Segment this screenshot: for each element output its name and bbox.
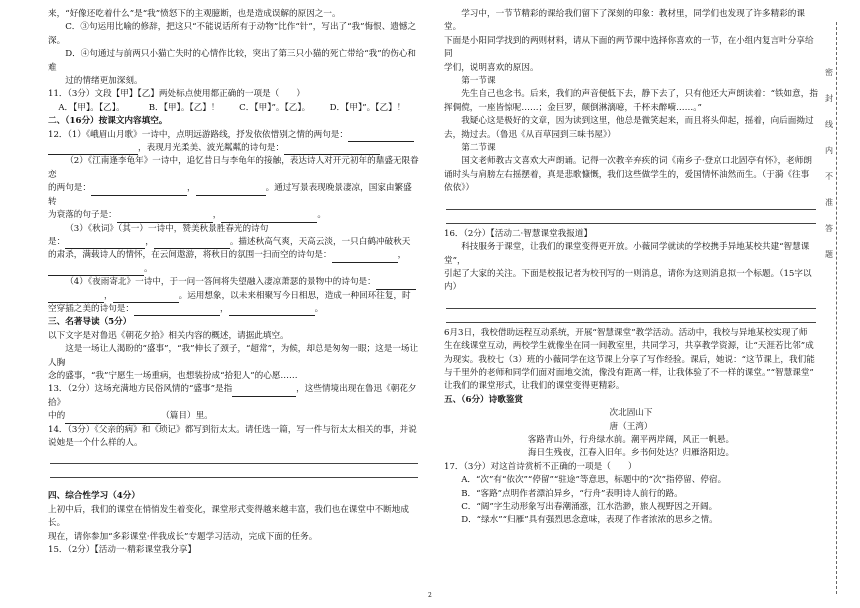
question-text: （篇目）里。 xyxy=(161,411,213,422)
seal-text: 密封线内不准答题 xyxy=(825,68,833,259)
news-text: 为现实。我校七（3）班的小薇同学在这节课上分享了写作经验。课后，她说：“这节课上，我们能 xyxy=(444,354,815,365)
reading-text: 念的盛事，“我”宁愿生一场重病，也想装扮成“拾犯人”的心愿…… xyxy=(48,370,298,381)
text-line: 学们，说明喜欢的原因。 xyxy=(444,62,539,73)
reading-text: 诵时头与肩膀左右摇摆着，真是悲歌慷慨，我们这些做学生的，爱国情怀油然而生。（于漪《往事 xyxy=(444,169,810,180)
reading-text: 依依》） xyxy=(444,183,475,194)
question-text: 。运用想象，以未来相聚写今日相思，造成一种回环往复，时 xyxy=(178,290,411,301)
reading-text: 这是一场让人渴盼的“盛事”，“我”伸长了颈子，“超常”，为候，却总是匆匆一眼；这是一场让人胸 xyxy=(48,344,419,368)
answer-blank[interactable] xyxy=(65,413,161,424)
question-text: 内） xyxy=(444,282,462,293)
question-12-3-cont: 的肃杀，满载诗人的情怀，在云间遨游，将秋日的氛围一扫而空的诗句是： ， xyxy=(48,249,420,262)
reading-text: 先生自己也念书。后来，我们的声音便低下去，静下去了，只有他还大声朗读着：“铁如意，指 xyxy=(461,89,818,100)
question-15: 15．（2分）【活动一·精彩课堂我分享】 xyxy=(48,545,197,556)
poem-line: 海日生残夜，江春入旧年。乡书何处达？归雁洛阳边。 xyxy=(527,448,735,459)
text-line: 学习中，一节节精彩的课给我们留下了深刻的印象：教材里，同学们也发现了许多精彩的课堂。 xyxy=(444,9,805,33)
option-a: A．【甲】。【乙】。 xyxy=(58,102,125,113)
reading-text: 挥倜傥，一座皆惊呢……；金巨罗，颠倒淋漓噫，千杯未醉嗬……。” xyxy=(444,102,702,113)
question-11-options xyxy=(48,102,420,115)
question-13 xyxy=(48,383,420,410)
section-intro: 现在，请你参加“多彩课堂·伴我成长”专题学习活动，完成下面的任务。 xyxy=(48,531,318,542)
answer-blank[interactable] xyxy=(48,292,104,303)
question-text: 中的 xyxy=(48,411,66,422)
question-text: 。通过写景表现晚景凄凉，国家由繁盛转 xyxy=(48,183,412,207)
page-number: 2 xyxy=(428,592,432,599)
option-d: D．④句通过与前两只小猫亡失时的心情作比较，突出了第三只小猫的死亡带给“我”的伤心和难 xyxy=(48,49,417,73)
right-column xyxy=(444,8,818,528)
text-line: 过的情绪更加深刻。 xyxy=(65,76,143,87)
answer-blank[interactable] xyxy=(113,292,179,303)
section-heading: 五、（6分）诗歌鉴赏 xyxy=(444,394,524,405)
poem-author: 唐（王湾） xyxy=(609,421,653,432)
text-line: 下面是小阳同学找到的两则材料，请从下面的两节课中选择你喜欢的一节，在小组内复言叶分享给同 xyxy=(444,35,814,60)
question-12-4 xyxy=(48,276,420,289)
answer-blank[interactable] xyxy=(48,265,144,276)
reading-text: 去，拗过去。（鲁迅《从百草园到三味书屋》） xyxy=(444,129,616,140)
question-13-cont xyxy=(48,410,420,423)
question-12-1-cont xyxy=(48,142,420,155)
answer-blank[interactable] xyxy=(91,185,187,196)
answer-blank[interactable] xyxy=(65,238,145,249)
option-c: C．③句运用比喻的修辞，把这只“不能说话所有于动物”比作“针”，写出了“我”悔恨、遗憾之深。 xyxy=(48,22,417,46)
question-14-cont: 说她是一个什么样的人。 xyxy=(48,438,143,448)
answer-line[interactable] xyxy=(446,210,816,224)
question-text: 12．（1）《峨眉山月歌》一诗中，点明远游路线，抒发依依惜别之情的两句是： xyxy=(48,129,348,140)
question-text: 为衰落的句子是： xyxy=(48,210,117,221)
question-12-2-cont: 为衰落的句子是： ， 。 xyxy=(48,209,420,222)
option-b: B．“客路”点明作者漂泊异乡，“行舟”表明诗人前行的路。 xyxy=(461,488,683,499)
section-heading: 二、（16分）按课文内容填空。 xyxy=(48,116,168,127)
answer-line[interactable] xyxy=(50,450,418,464)
question-12-3-cont: 。 xyxy=(48,263,420,276)
answer-blank[interactable] xyxy=(154,238,230,249)
seal-line xyxy=(836,22,837,594)
question-16: 16．（2分）【活动二·智慧课堂我报道】 xyxy=(444,228,593,239)
answer-line[interactable] xyxy=(446,309,816,323)
question-12-3: （3）《秋词》（其一）一诗中，赞美秋景胜春光的诗句 xyxy=(65,223,269,234)
question-11: 11．（3分）文段【甲】【乙】两处标点使用都正确的一项是（ ） xyxy=(48,89,306,100)
answer-blank[interactable] xyxy=(196,185,266,196)
section-intro: 上初中后，我们的课堂在悄悄发生着变化，课堂形式变得越来越丰富，我们也在课堂中不断地成长。 xyxy=(48,504,409,529)
answer-blank[interactable] xyxy=(332,252,398,263)
answer-blank[interactable] xyxy=(221,212,317,223)
question-text: ，表现月光柔美、波光粼粼的诗句是： xyxy=(138,143,285,154)
question-14: 14．（3分）《父亲的病》和《琐记》都写到衍太太。请任选一篇，写一件与衍太太相关的事，并说 xyxy=(48,424,417,435)
section-heading: 三、名著导读（5分） xyxy=(48,317,132,328)
lesson-heading: 第一节课 xyxy=(461,76,496,87)
answer-line[interactable] xyxy=(446,196,816,210)
question-17: 17．（3分）对这首诗赏析不正确的一项是（ ） xyxy=(444,461,637,472)
question-12-2-cont: 的两句是： ， 。通过写景表现晚景凄凉，国家由繁盛转 xyxy=(48,183,412,207)
question-text: 。描述秋高气爽，天高云淡，一只白鹤冲破秋天 xyxy=(229,236,411,247)
section-heading: 四、综合性学习（4分） xyxy=(48,491,140,502)
option-c: C．【甲】”。【乙】。 xyxy=(239,102,311,113)
lesson-heading: 第二节课 xyxy=(461,143,496,154)
question-text: 是： xyxy=(48,236,66,247)
news-text: 生在线课堂互动，两校学生就像坐在同一间教室里，共同学习，共享教学资源，让“天涯若比邻”成 xyxy=(444,341,814,352)
question-text: 的肃杀，满载诗人的情怀，在云间遨游，将秋日的氛围一扫而空的诗句是： xyxy=(48,250,332,261)
question-12-3-cont: 是： ， 。描述秋高气爽，天高云淡，一只白鹤冲破秋天 xyxy=(48,236,420,249)
question-text: ，这些情境出现在鲁迅《朝花夕拾》 xyxy=(48,384,417,408)
reading-text: 国文老师教古文喜欢大声朗诵。记得一次教辛弃疾的词《南乡子·登京口北固亭有怀》，老师朗 xyxy=(461,156,812,167)
answer-blank[interactable] xyxy=(284,144,380,155)
answer-blank[interactable] xyxy=(48,144,138,155)
question-text: 科技服务于课堂，让我们的课堂变得更开放。小薇同学就读的学校携手异地某校共建“智慧课堂”， xyxy=(444,242,810,266)
question-text: 空穿插之美的诗句是： xyxy=(48,303,134,314)
text-line: 来，“好像还吃着什么”是“我”愤怒下的主观臆断，也是造成误解的原因之一。 xyxy=(48,9,341,19)
question-12-2: （2）《江南逢李龟年》一诗中，追忆昔日与李龟年的接触，表达诗人对开元初年的鼎盛无限眷恋 xyxy=(48,156,419,180)
news-text: 让我们的课堂形式，让我们的课堂变得更精彩。 xyxy=(444,381,625,392)
option-b: B．【甲】。【乙】！ xyxy=(148,102,220,113)
answer-blank[interactable] xyxy=(134,305,220,316)
question-12-4-cont: ， 。运用想象，以未来相聚写今日相思，造成一种回环往复，时 xyxy=(48,290,420,303)
option-a: A．“次”有“依次”“停留”“驻途”等意思，标题中的“次”指停留、停宿。 xyxy=(461,475,727,486)
option-c: C．“阔”字生动形象写出春潮涌涨，江水浩渺，旅人视野因之开阔。 xyxy=(461,502,718,512)
answer-blank[interactable] xyxy=(348,131,414,142)
answer-line[interactable] xyxy=(50,464,418,478)
question-text: 13．（2分）这场充满地方民俗风情的“盛事”是指 xyxy=(48,384,233,395)
option-d: D．“绿水”“归雁”具有强烈思念意味，表现了作者浓浓的思乡之情。 xyxy=(461,515,718,526)
question-text: 的两句是： xyxy=(48,183,91,194)
news-text: 与千里外的老师和同学们面对面地交流，像没有距离一样，让我体验了不一样的课堂。”“智慧课堂” xyxy=(444,367,814,378)
answer-blank[interactable] xyxy=(376,279,416,290)
answer-line[interactable] xyxy=(446,295,816,309)
question-text: 引起了大家的关注。下面是校报记者为校刊写的一则消息，请你为这则消息拟一个标题。（15字以 xyxy=(444,268,812,279)
option-d: D．【甲】”。【乙】！ xyxy=(329,102,406,113)
question-text: （4）《夜雨寄北》一诗中，于一问一答间将失望融入凄凉萧瑟的景物中的诗句是： xyxy=(65,277,376,288)
answer-blank[interactable] xyxy=(117,212,213,223)
poem-line: 客路青山外，行舟绿水前。潮平两岸阔，风正一帆悬。 xyxy=(527,434,735,445)
left-column xyxy=(48,8,420,557)
reading-text: 我疑心这是极好的文章，因为读到这里，他总是微笑起来，而且将头仰起，摇着，向后面拗过 xyxy=(461,116,814,127)
news-text: 6月3日，我校借助远程互动系统，开展“智慧课堂”教学活动。活动中，我校与异地某校实现了师 xyxy=(444,327,808,338)
question-12-1 xyxy=(48,129,420,142)
question-12-4-cont: 空穿插之美的诗句是： ， 。 xyxy=(48,303,420,316)
section-intro: 以下文字是对鲁迅《朝花夕拾》相关内容的概述，请据此填空。 xyxy=(48,330,289,341)
answer-blank[interactable] xyxy=(232,386,296,397)
poem-title: 次北固山下 xyxy=(609,408,653,419)
answer-blank[interactable] xyxy=(229,305,315,316)
